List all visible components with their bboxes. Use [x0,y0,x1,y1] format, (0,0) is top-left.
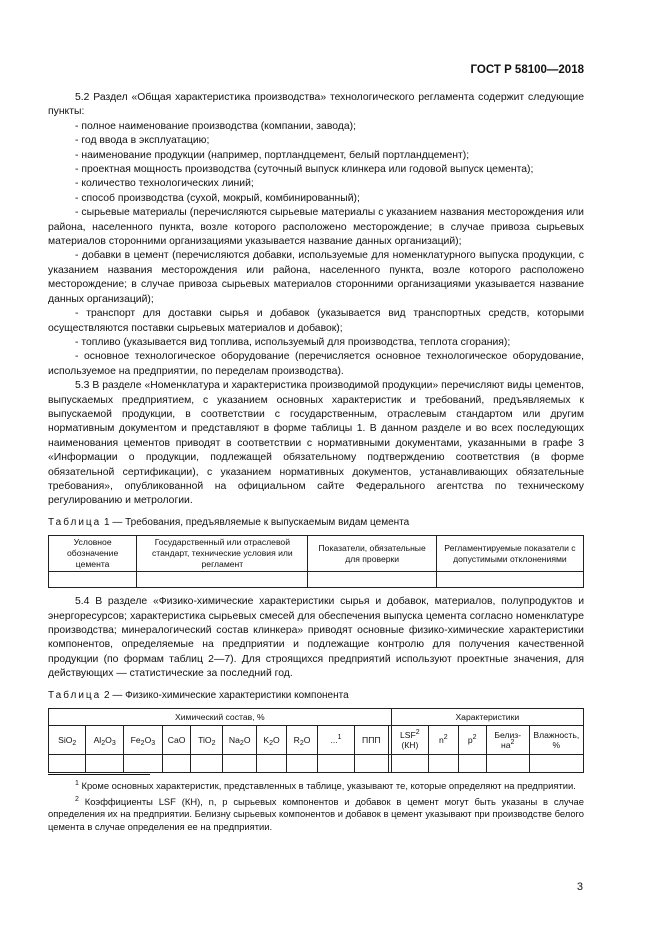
table-cell [529,755,583,773]
table-cell [318,755,355,773]
paragraph-5-4: 5.4 В разделе «Физико-химические характеристики сырья и добавок, материалов, полупродуктов и энергоресурсов; характеристика сырьевых смесей для обеспечения выпуска цемента согласно номенклатуре производства; минералогический состав клинкера» приводят основные физико-химические характеристики компонентов, определяемые на предприятии и подлежащие контролю для получения качественной продукции (по формам таблиц 2—7). Для строящихся предприятий используют проектные значения, для действующих — статистические за последний год. [48,596,584,680]
table-label: Таблица [48,516,102,528]
footnotes [48,780,584,836]
col-whiteness: Белиз- $на^2$ [486,726,529,755]
col-na2o: $Na_2O$ [223,726,257,755]
table-cell [308,572,436,588]
list-item: - сырьевые материалы (перечисляются сырьевые материалы с указанием названия месторождения или района, населенного пункта, возле которого расположено месторождение; в случае привоза сырьевых материалов сторонними организациями указывается название данных организаций); [48,207,584,248]
table-label: Таблица [48,689,102,701]
list-item: - топливо (указывается вид топлива, используемый для производства, теплота сгорания); [75,336,511,348]
table-cell [123,755,162,773]
list-item: - способ производства (сухой, мокрый, комбинированный); [75,192,360,204]
col-n: $n^2$ [429,726,458,755]
header-characteristics: Характеристики [391,709,583,726]
col-al2o3: $Al_2O_3$ [86,726,123,755]
table-cell [137,572,308,588]
page-number: 3 [576,881,583,893]
table-1-caption [48,516,584,530]
table-cell [191,755,223,773]
paragraph-5-3: 5.3 В разделе «Номенклатура и характеристика производимой продукции» перечисляют виды цементов, выпускаемых предприятием, с указанием основных характеристик и требований, предъявляемых к выпускаемой продукции, в соответствии с государственным, отраслевым стандартом или другим нормативным документом и представляют в форме таблицы 1. В данном разделе и во всех последующих наименования цементов приводят в соответствии с нормативными документами, указанными в графе 3 «Информации о продукции, подлежащей обязательному подтверждению соответствия (в форме обязательной сертификации), с указанием нормативных документов, устанавливающих обязательные требования», опубликованной на официальном сайте Федерального агентства по техническому регулированию и метрологии. [48,380,584,507]
table-group-header-row [49,709,584,726]
list-item: - добавки в цемент (перечисляются добавки, используемые для номенклатурного выпуска продукции, с указанием названия месторождения или района, населенного пункта, возле которого расположено месторождение; в случае привоза сырьевых материалов сторонними организациями указывается название данных организаций); [48,250,584,305]
col-tio2: TiO$_2$ [191,726,223,755]
list-item: - транспорт для доставки сырья и добавок (указывается вид транспортных средств, которыми осуществляются поставки сырьевых материалов и добавок); [48,308,584,334]
col-p: $p^2$ [458,726,486,755]
col-check-indicators: Показатели, обязательные для проверки [308,536,436,572]
paragraph-5-2: 5.2 Раздел «Общая характеристика производства» технологического регламента содержит следующие пункты: [48,92,584,118]
col-ppp: ППП [354,726,388,755]
table-2-caption [48,689,584,703]
col-cao: CaO [162,726,190,755]
table-cell [86,755,123,773]
table-cell [436,572,583,588]
list-item: - наименование продукции (например, портландцемент, белый портландцемент); [75,149,470,161]
page-body [48,91,584,773]
col-standard: Государственный или отраслевой стандарт, технические условия или регламент [137,536,308,572]
table-cell [49,572,137,588]
list-item: - полное наименование производства (компании, завода); [75,120,356,132]
col-fe2o3: $Fe_2O_3$ [123,726,162,755]
col-r2o: $R_2O$ [287,726,318,755]
table-row [49,755,584,773]
document-code: ГОСТ Р 58100—2018 [470,64,584,76]
col-k2o: $K_2O$ [257,726,287,755]
table-title: 2 — Физико-химические характеристики компонента [101,689,349,701]
table-cell [223,755,257,773]
table-cell [162,755,190,773]
table-cell [257,755,287,773]
footnote-1: $^1$ Кроме основных характеристик, представленных в таблице, указывают те, которые определяют на предприятии. [75,780,576,791]
table-cell [486,755,529,773]
table-cell [391,755,428,773]
header-chemical-composition: Химический состав, % [49,709,392,726]
table-header-row [49,726,584,755]
col-cement-designation: Условное обозначение цемента [49,536,137,572]
table-row [49,572,584,588]
col-lsf: LSF$^2$ (КН) [391,726,428,755]
col-regulated-indicators: Регламентируемые показатели с допустимыми отклонениями [436,536,583,572]
col-moisture: Влажность, % [529,726,583,755]
table-cell [458,755,486,773]
col-other: ...$^1$ [318,726,355,755]
footnote-separator [48,774,150,775]
table-cell [49,755,86,773]
footnote-2: $^2$ Коэффициенты LSF (КН), n, p сырьевых компонентов и добавок в цемент могут быть указаны в случае определения их на предприятии. Белизну сырьевых компонентов и добавок в цемент указывают при производстве белого цемента в случае определения ее на предприятии. [48,795,584,832]
table-header-row [49,536,584,572]
list-item: - проектная мощность производства (суточный выпуск клинкера или годовой выпуск цемента); [75,164,534,176]
table-2 [48,708,584,773]
col-sio2: SiO$_2$ [49,726,86,755]
table-title: 1 — Требования, предъявляемые к выпускаемым видам цемента [101,516,410,528]
list-item: - количество технологических линий; [75,178,254,190]
table-1 [48,535,584,588]
table-cell [354,755,388,773]
table-cell [287,755,318,773]
list-item: - год ввода в эксплуатацию; [75,135,210,147]
list-item: - основное технологическое оборудование (перечисляется основное технологическое оборудование, используемое на предприятии, по переделам производства). [48,351,584,377]
table-cell [429,755,458,773]
